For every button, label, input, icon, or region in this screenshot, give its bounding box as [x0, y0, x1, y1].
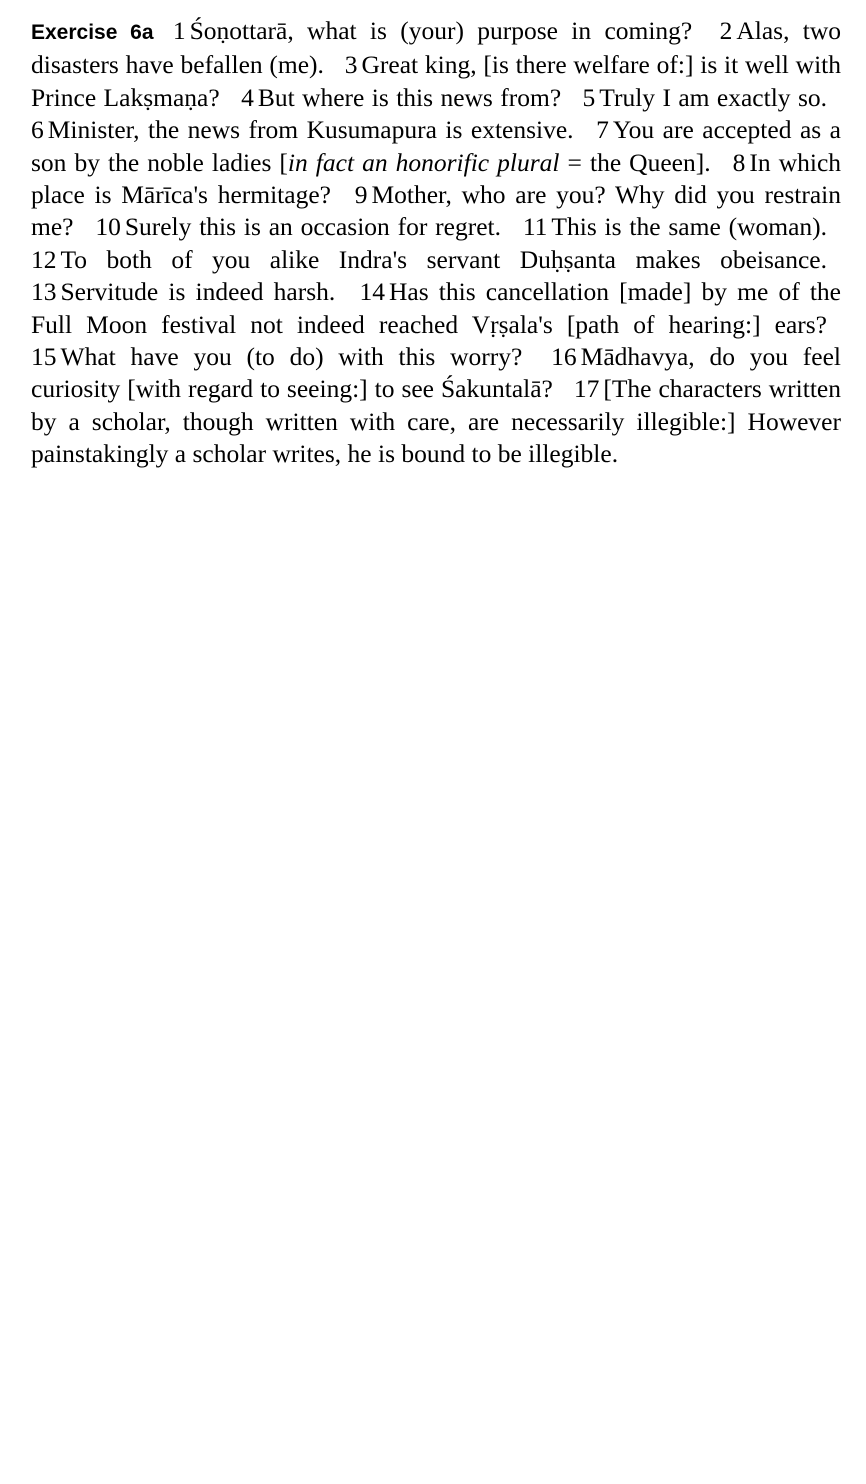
exercise-item-5	[583, 83, 827, 112]
item-text: But where is this news from?	[257, 82, 562, 112]
item-number: 14	[359, 277, 385, 307]
item-number: 13	[31, 277, 57, 307]
exercise-item-4	[241, 83, 561, 112]
item-number: 7	[596, 115, 609, 145]
item-italic-text: in fact an honorific plural	[287, 147, 560, 177]
item-text: In which place is Mārīca's hermitage?	[31, 147, 842, 210]
exercise-item-1	[173, 16, 692, 45]
item-number: 5	[582, 82, 596, 112]
item-text: Has this cancellation [made] by me of the Full Moon festival not indeed reached Vṛṣala's [path of hearing:] ears?	[31, 277, 842, 339]
item-number: 1	[172, 16, 186, 45]
item-number: 12	[31, 244, 57, 274]
exercise-item-10	[95, 212, 501, 241]
item-number: 11	[522, 212, 548, 242]
item-text: What have you (to do) with this worry?	[60, 342, 523, 372]
item-number: 15	[31, 342, 57, 372]
item-number: 9	[354, 180, 368, 210]
item-text: Surely this is an occasion for regret.	[124, 212, 502, 242]
item-text: = the Queen].	[559, 147, 711, 177]
exercise-item-15	[31, 342, 522, 371]
item-text: Truly I am exactly so.	[599, 82, 827, 112]
item-text: Minister, the news from Kusumapura is extensive.	[47, 115, 574, 145]
item-number: 2	[719, 16, 733, 45]
item-text: [The characters written by a scholar, though written with care, are necessarily illegible:] However painstakingly a scholar writes, he is bound to be illegible.	[31, 374, 841, 469]
exercise-item-12	[31, 245, 827, 274]
item-number: 3	[344, 50, 358, 80]
item-number: 16	[551, 342, 577, 372]
item-number: 6	[31, 115, 44, 145]
item-text: Great king, [is there welfare of:] is it well with Prince Lakṣmaṇa?	[31, 50, 841, 112]
document-page	[31, 15, 841, 471]
exercise-heading: Exercise 6a	[31, 21, 154, 44]
exercise-paragraph	[31, 15, 841, 471]
exercise-item-13	[31, 277, 335, 306]
item-text: Śoṇottarā, what is (your) purpose in coming?	[189, 16, 693, 45]
item-number: 4	[241, 82, 254, 112]
exercise-item-11	[523, 212, 827, 241]
item-number: 17	[573, 374, 600, 404]
item-text: Mother, who are you? Why did you restrain me?	[31, 180, 841, 242]
item-text: This is the same (woman).	[551, 212, 828, 242]
item-text: Mādhavya, do you feel curiosity [with regard to seeing:] to see Śakuntalā?	[31, 342, 841, 404]
item-number: 8	[732, 147, 746, 177]
item-text: To both of you alike Indra's servant Duḥṣanta makes obeisance.	[60, 244, 827, 274]
item-number: 10	[95, 212, 121, 242]
exercise-item-6	[31, 115, 574, 144]
item-text: Alas, two disasters have befallen (me).	[31, 16, 842, 80]
item-text: Servitude is indeed harsh.	[60, 277, 336, 307]
item-text: You are accepted as a son by the noble ladies [	[31, 115, 841, 177]
